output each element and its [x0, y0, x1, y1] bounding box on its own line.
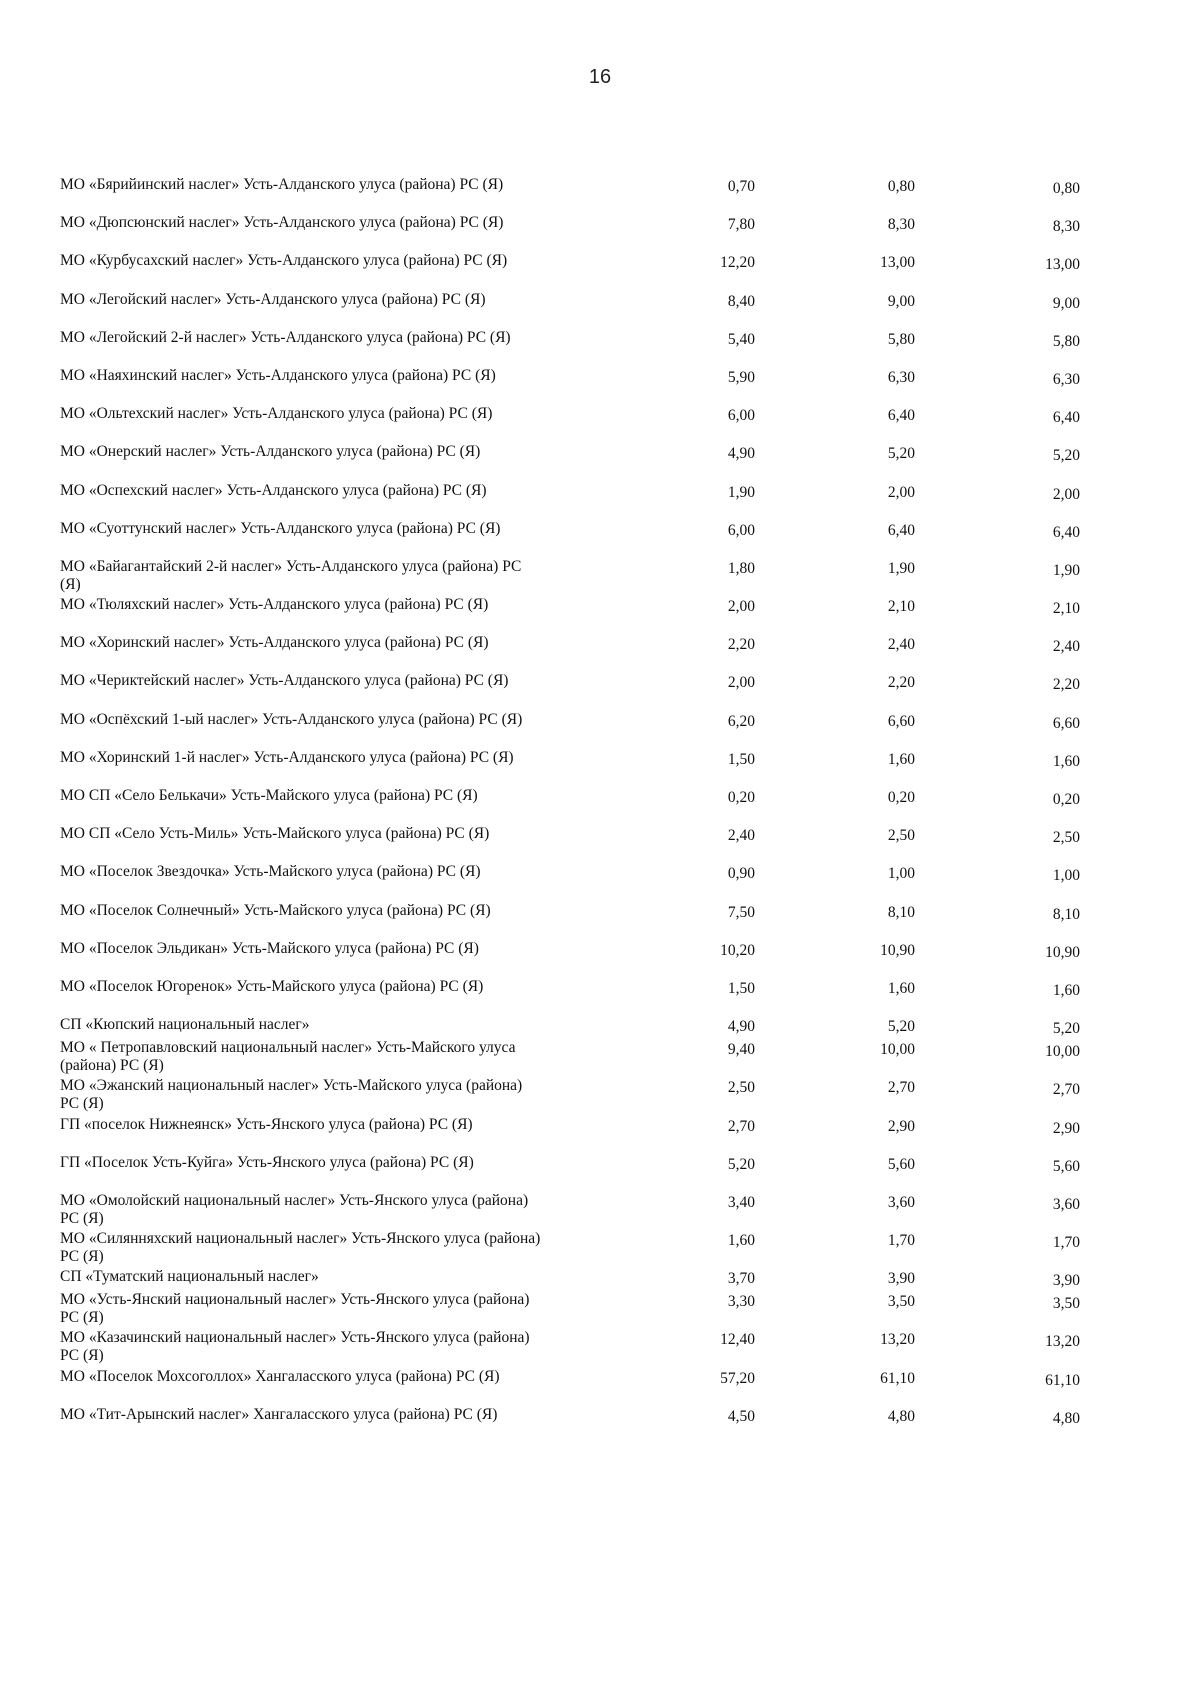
value-cell-v2: 6,40: [887, 407, 915, 425]
value-cell-v1: 2,20: [727, 636, 755, 654]
value-cell-v3: 3,50: [1052, 1295, 1080, 1313]
table-row: [60, 634, 1080, 672]
value-cell-v3: 6,60: [1052, 714, 1080, 732]
municipality-name: МО «Поселок Эльдикан» Усть-Майского улуса (района) РС (Я): [60, 939, 479, 957]
value-cell-v1: 5,20: [727, 1155, 755, 1173]
municipality-name: МО «Суоттунский наслег» Усть-Алданского улуса (района) РС (Я): [60, 519, 501, 537]
value-cell-v2: 10,00: [880, 1041, 915, 1059]
value-cell-v2: 4,80: [887, 1407, 915, 1425]
table-row: [60, 1153, 1080, 1192]
value-cell-v3: 9,00: [1052, 294, 1080, 312]
municipality-name: МО «Легойский наслег» Усть-Алданского улуса (района) РС (Я): [60, 290, 486, 308]
value-cell-v1: 57,20: [720, 1369, 755, 1387]
municipality-name: МО «Казачинский национальный наслег» Усть-Янского улуса (района) РС (Я): [60, 1329, 530, 1365]
value-cell-v3: 61,10: [1045, 1371, 1080, 1389]
municipality-name: МО «Наяхинский наслег» Усть-Алданского улуса (района) РС (Я): [60, 366, 496, 384]
value-cell-v1: 2,00: [727, 598, 755, 616]
value-cell-v3: 2,50: [1052, 829, 1080, 847]
value-cell-v2: 3,90: [887, 1270, 915, 1288]
value-cell-v3: 10,90: [1045, 943, 1080, 961]
municipality-name: СП «Кюпский национальный наслег»: [60, 1016, 310, 1034]
value-cell-v3: 2,20: [1052, 676, 1080, 694]
table-row: [60, 1291, 1080, 1329]
value-cell-v3: 5,20: [1052, 447, 1080, 465]
page-number: 16: [588, 66, 612, 88]
municipality-name: МО «Силянняхский национальный наслег» Усть-Янского улуса (района) РС (Я): [60, 1230, 541, 1266]
value-cell-v3: 5,20: [1052, 1020, 1080, 1038]
value-cell-v1: 10,20: [720, 941, 755, 959]
value-cell-v2: 1,60: [887, 979, 915, 997]
municipality-name: МО «Поселок Мохсоголлох» Хангаласского улуса (района) РС (Я): [60, 1367, 500, 1385]
value-cell-v2: 2,70: [887, 1079, 915, 1097]
municipality-name: МО «Хоринский 1-й наслег» Усть-Алданского улуса (района) РС (Я): [60, 748, 514, 766]
value-cell-v3: 1,60: [1052, 981, 1080, 999]
municipality-name: МО «Дюпсюнский наслег» Усть-Алданского улуса (района) РС (Я): [60, 214, 504, 232]
value-cell-v2: 2,50: [887, 827, 915, 845]
municipality-name: МО «Чериктейский наслег» Усть-Алданского улуса (района) РС (Я): [60, 672, 509, 690]
value-cell-v2: 13,20: [880, 1331, 915, 1349]
value-cell-v2: 1,70: [887, 1232, 915, 1250]
municipality-name: МО «Оспехский наслег» Усть-Алданского улуса (района) РС (Я): [60, 481, 487, 499]
municipality-name: МО «Оспёхский 1-ый наслег» Усть-Алданского улуса (района) РС (Я): [60, 710, 523, 728]
table-row: [60, 939, 1080, 978]
table-row: [60, 1191, 1080, 1230]
value-cell-v3: 2,90: [1052, 1119, 1080, 1137]
value-cell-v2: 1,00: [887, 865, 915, 883]
municipality-name: МО «Онерский наслег» Усть-Алданского улуса (района) РС (Я): [60, 443, 481, 461]
value-cell-v1: 12,20: [720, 254, 755, 272]
value-cell-v1: 9,40: [727, 1041, 755, 1059]
value-cell-v1: 4,90: [727, 445, 755, 463]
table-row: [60, 596, 1080, 634]
value-cell-v2: 3,60: [887, 1193, 915, 1211]
value-cell-v1: 2,50: [727, 1079, 755, 1097]
table-row: [60, 1115, 1080, 1154]
value-cell-v2: 2,40: [887, 636, 915, 654]
value-cell-v3: 4,80: [1052, 1409, 1080, 1427]
value-cell-v2: 0,80: [887, 178, 915, 195]
value-cell-v3: 1,00: [1052, 867, 1080, 885]
value-cell-v3: 13,00: [1045, 256, 1080, 274]
data-table: [60, 176, 1080, 1444]
municipality-name: МО «Байагантайский 2-й наслег» Усть-Алданского улуса (района) РС (Я): [60, 557, 522, 593]
table-row: [60, 557, 1080, 596]
value-cell-v3: 1,60: [1052, 752, 1080, 770]
table-row: [60, 290, 1080, 329]
municipality-name: МО «Поселок Солнечный» Усть-Майского улуса (района) РС (Я): [60, 901, 491, 919]
municipality-name: СП «Туматский национальный наслег»: [60, 1268, 319, 1286]
value-cell-v2: 5,20: [887, 1018, 915, 1036]
value-cell-v1: 1,50: [727, 979, 755, 997]
value-cell-v2: 13,00: [880, 254, 915, 272]
value-cell-v2: 1,90: [887, 559, 915, 577]
value-cell-v3: 0,80: [1052, 180, 1080, 197]
value-cell-v2: 2,00: [887, 483, 915, 501]
municipality-name: МО «Тит-Арынский наслег» Хангаласского улуса (района) РС (Я): [60, 1405, 498, 1423]
municipality-name: МО «Ольтехский наслег» Усть-Алданского улуса (района) РС (Я): [60, 405, 493, 423]
table-row: [60, 252, 1080, 290]
value-cell-v3: 1,90: [1052, 561, 1080, 579]
table-row: [60, 328, 1080, 367]
value-cell-v2: 8,30: [887, 216, 915, 234]
value-cell-v1: 1,60: [727, 1232, 755, 1250]
table-row: [60, 1329, 1080, 1367]
table-row: [60, 901, 1080, 940]
value-cell-v1: 6,20: [727, 712, 755, 730]
table-row: [60, 1268, 1080, 1291]
municipality-name: МО «Тюляхский наслег» Усть-Алданского улуса (района) РС (Я): [60, 596, 489, 614]
value-cell-v2: 2,20: [887, 674, 915, 692]
value-cell-v2: 61,10: [880, 1369, 915, 1387]
municipality-name: МО «Поселок Звездочка» Усть-Майского улуса (района) РС (Я): [60, 863, 481, 881]
value-cell-v3: 2,00: [1052, 485, 1080, 503]
table-row: [60, 1367, 1080, 1406]
value-cell-v2: 5,80: [887, 330, 915, 348]
value-cell-v3: 3,60: [1052, 1195, 1080, 1213]
value-cell-v1: 0,20: [727, 789, 755, 806]
table-row: [60, 214, 1080, 252]
municipality-name: МО «Легойский 2-й наслег» Усть-Алданского улуса (района) РС (Я): [60, 328, 511, 346]
value-cell-v3: 5,80: [1052, 332, 1080, 350]
value-cell-v1: 5,90: [727, 368, 755, 386]
value-cell-v2: 2,10: [887, 598, 915, 616]
table-row: [60, 748, 1080, 787]
value-cell-v3: 10,00: [1045, 1043, 1080, 1061]
table-row: [60, 405, 1080, 443]
table-row: [60, 1405, 1080, 1444]
value-cell-v3: 3,90: [1052, 1272, 1080, 1290]
value-cell-v3: 6,40: [1052, 409, 1080, 427]
value-cell-v2: 0,20: [887, 789, 915, 806]
table-row: [60, 481, 1080, 520]
municipality-name: ГП «Поселок Усть-Куйга» Усть-Янского улуса (района) РС (Я): [60, 1153, 474, 1171]
value-cell-v2: 6,40: [887, 521, 915, 539]
table-row: [60, 672, 1080, 710]
value-cell-v1: 1,50: [727, 750, 755, 768]
value-cell-v2: 5,20: [887, 445, 915, 463]
table-row: [60, 519, 1080, 558]
table-row: [60, 176, 1080, 214]
value-cell-v1: 4,50: [727, 1407, 755, 1425]
value-cell-v1: 12,40: [720, 1331, 755, 1349]
table-row: [60, 977, 1080, 1016]
value-cell-v3: 13,20: [1045, 1333, 1080, 1351]
table-row: [60, 787, 1080, 825]
table-row: [60, 710, 1080, 749]
value-cell-v3: 2,40: [1052, 638, 1080, 656]
municipality-name: МО «Курбусахский наслег» Усть-Алданского улуса (района) РС (Я): [60, 252, 508, 270]
value-cell-v2: 5,60: [887, 1155, 915, 1173]
value-cell-v2: 6,30: [887, 368, 915, 386]
value-cell-v1: 6,00: [727, 407, 755, 425]
municipality-name: МО «Бярийинский наслег» Усть-Алданского улуса (района) РС (Я): [60, 176, 504, 193]
value-cell-v1: 1,90: [727, 483, 755, 501]
value-cell-v3: 6,40: [1052, 523, 1080, 541]
value-cell-v3: 8,10: [1052, 905, 1080, 923]
value-cell-v3: 0,20: [1052, 791, 1080, 808]
municipality-name: МО СП «Село Усть-Миль» Усть-Майского улуса (района) РС (Я): [60, 825, 490, 843]
value-cell-v1: 0,90: [727, 865, 755, 883]
value-cell-v1: 7,50: [727, 903, 755, 921]
table-row: [60, 1077, 1080, 1115]
value-cell-v2: 2,90: [887, 1117, 915, 1135]
value-cell-v2: 10,90: [880, 941, 915, 959]
value-cell-v3: 2,10: [1052, 600, 1080, 618]
table-row: [60, 1016, 1080, 1039]
value-cell-v1: 2,40: [727, 827, 755, 845]
municipality-name: МО « Петропавловский национальный наслег» Усть-Майского улуса (района) РС (Я): [60, 1039, 516, 1075]
municipality-name: МО «Омолойский национальный наслег» Усть-Янского улуса (района) РС (Я): [60, 1191, 529, 1227]
value-cell-v1: 3,70: [727, 1270, 755, 1288]
value-cell-v2: 9,00: [887, 292, 915, 310]
value-cell-v2: 8,10: [887, 903, 915, 921]
value-cell-v3: 5,60: [1052, 1157, 1080, 1175]
table-row: [60, 366, 1080, 405]
value-cell-v1: 2,70: [727, 1117, 755, 1135]
municipality-name: МО «Хоринский наслег» Усть-Алданского улуса (района) РС (Я): [60, 634, 489, 652]
municipality-name: МО «Поселок Югоренок» Усть-Майского улуса (района) РС (Я): [60, 977, 484, 995]
value-cell-v1: 5,40: [727, 330, 755, 348]
municipality-name: МО СП «Село Белькачи» Усть-Майского улуса (района) РС (Я): [60, 787, 478, 804]
value-cell-v3: 2,70: [1052, 1081, 1080, 1099]
table-row: [60, 825, 1080, 863]
value-cell-v1: 0,70: [727, 178, 755, 195]
value-cell-v1: 3,30: [727, 1293, 755, 1311]
value-cell-v1: 7,80: [727, 216, 755, 234]
municipality-name: МО «Усть-Янский национальный наслег» Усть-Янского улуса (района) РС (Я): [60, 1291, 530, 1327]
municipality-name: МО «Эжанский национальный наслег» Усть-Майского улуса (района) РС (Я): [60, 1077, 523, 1113]
table-row: [60, 863, 1080, 901]
value-cell-v3: 6,30: [1052, 370, 1080, 388]
value-cell-v3: 1,70: [1052, 1234, 1080, 1252]
value-cell-v2: 3,50: [887, 1293, 915, 1311]
value-cell-v1: 1,80: [727, 559, 755, 577]
value-cell-v1: 8,40: [727, 292, 755, 310]
value-cell-v2: 6,60: [887, 712, 915, 730]
table-row: [60, 1230, 1080, 1268]
value-cell-v3: 8,30: [1052, 218, 1080, 236]
value-cell-v1: 2,00: [727, 674, 755, 692]
value-cell-v1: 6,00: [727, 521, 755, 539]
table-row: [60, 1039, 1080, 1077]
value-cell-v2: 1,60: [887, 750, 915, 768]
value-cell-v1: 3,40: [727, 1193, 755, 1211]
table-row: [60, 443, 1080, 481]
municipality-name: ГП «поселок Нижнеянск» Усть-Янского улуса (района) РС (Я): [60, 1115, 473, 1133]
value-cell-v1: 4,90: [727, 1018, 755, 1036]
